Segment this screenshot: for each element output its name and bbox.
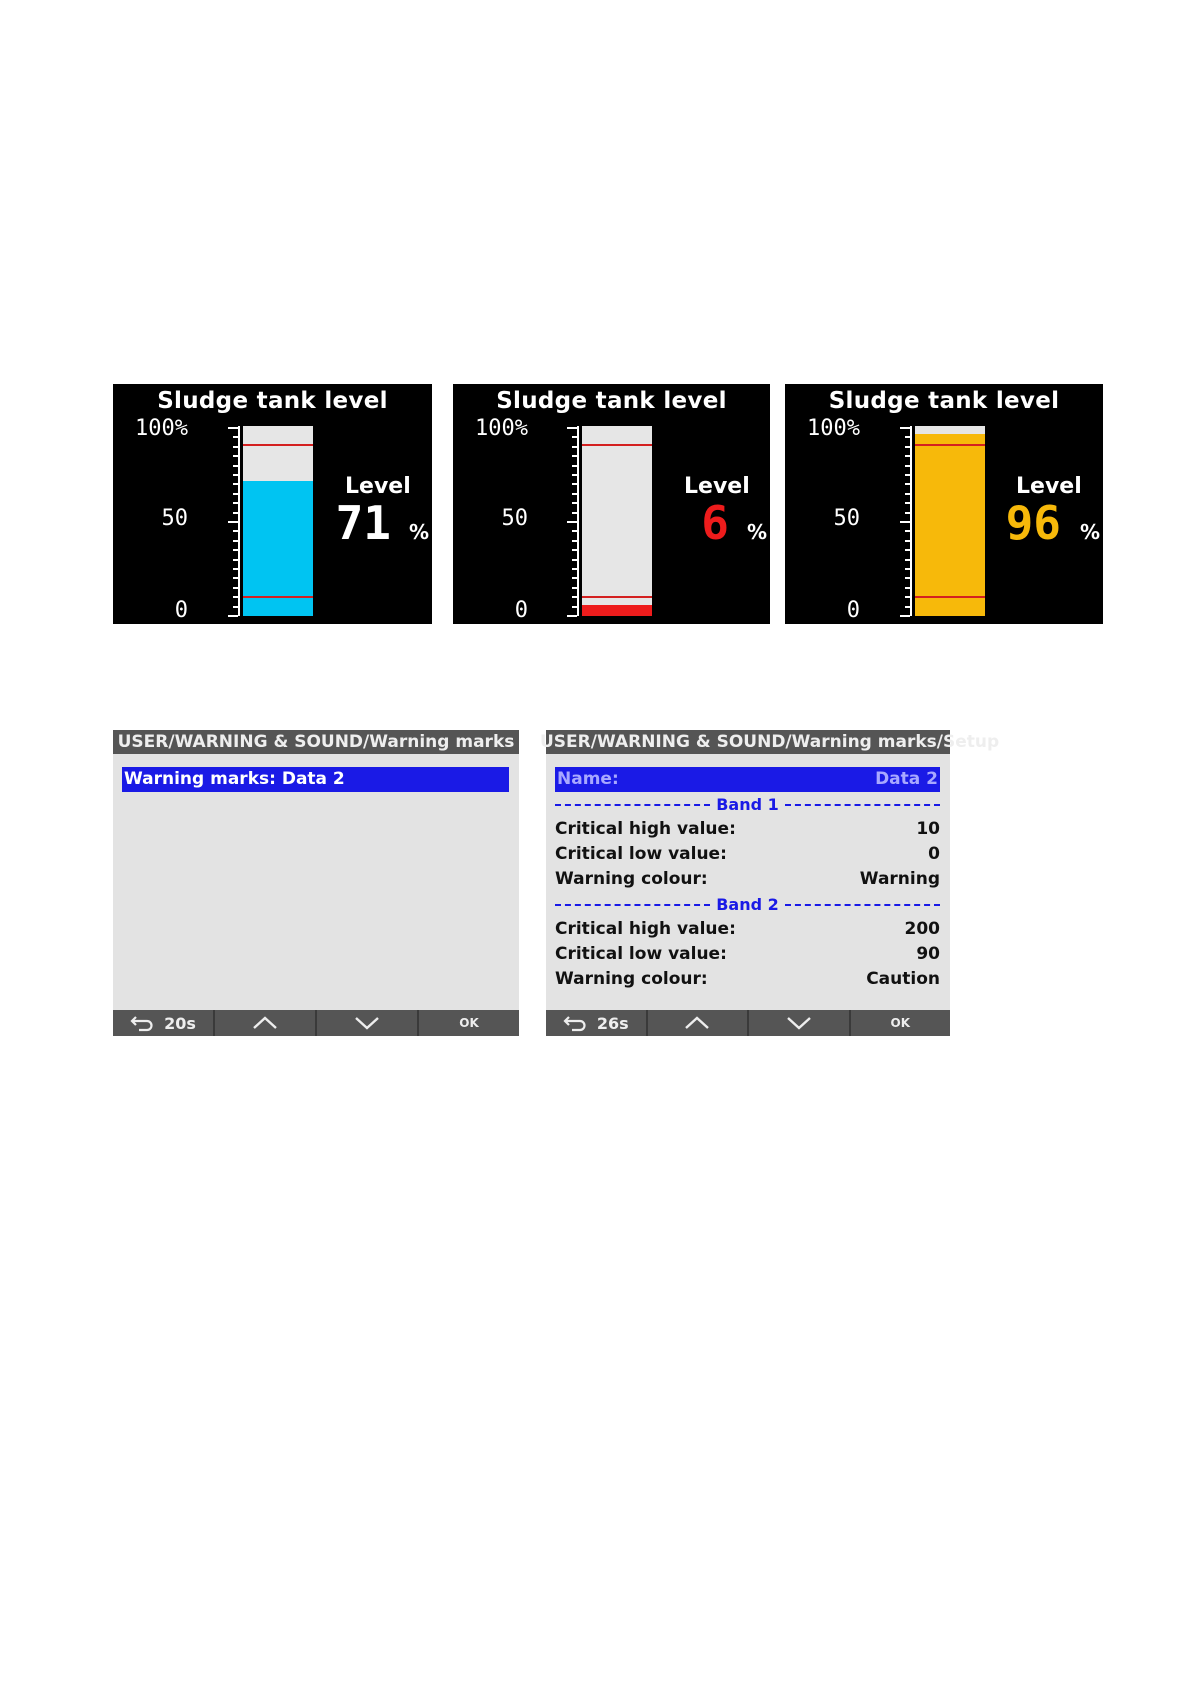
scale-tick bbox=[905, 493, 910, 495]
back-timer: 20s bbox=[164, 1013, 196, 1033]
scale-tick bbox=[233, 577, 238, 579]
level-caption: Level bbox=[1016, 474, 1082, 499]
scale-tick bbox=[233, 549, 238, 551]
band-1-critical-low-row[interactable] bbox=[555, 842, 940, 866]
scale-tick bbox=[233, 446, 238, 448]
scale-tick bbox=[228, 427, 238, 429]
level-value: 6 bbox=[701, 496, 729, 550]
scale-tick bbox=[905, 474, 910, 476]
ok-label: OK bbox=[890, 1016, 910, 1030]
scale-label-mid: 50 bbox=[161, 506, 188, 531]
scale-tick bbox=[905, 540, 910, 542]
scale-tick bbox=[233, 596, 238, 598]
gauge-title: Sludge tank level bbox=[496, 388, 727, 414]
scale-tick bbox=[572, 568, 577, 570]
back-arrow-icon bbox=[563, 1015, 589, 1031]
scale-label-top: 100% bbox=[807, 416, 860, 441]
warning-marks-setup-screen bbox=[540, 730, 1000, 1036]
scale-tick bbox=[905, 512, 910, 514]
softkey-bar bbox=[113, 1010, 519, 1036]
scale-tick bbox=[233, 502, 238, 504]
warning-mark-line bbox=[915, 596, 985, 598]
scale-tick bbox=[567, 521, 577, 523]
field-value: 200 bbox=[904, 919, 940, 939]
scale-label-bottom: 0 bbox=[846, 598, 860, 623]
scale-tick bbox=[905, 596, 910, 598]
scale-tick bbox=[905, 606, 910, 608]
scale-tick bbox=[905, 446, 910, 448]
level-value: 71 bbox=[335, 496, 391, 550]
scale-tick bbox=[572, 446, 577, 448]
scale-tick bbox=[233, 465, 238, 467]
scale-tick bbox=[233, 455, 238, 457]
name-row[interactable] bbox=[555, 767, 940, 792]
scale-tick bbox=[572, 512, 577, 514]
band-2-label: Band 2 bbox=[716, 895, 779, 914]
scale-label-top: 100% bbox=[135, 416, 188, 441]
band-2-separator bbox=[555, 894, 940, 916]
down-button[interactable] bbox=[749, 1010, 851, 1036]
chevron-up-icon bbox=[684, 1016, 710, 1030]
field-value: 90 bbox=[916, 944, 940, 964]
softkey-bar bbox=[546, 1010, 950, 1036]
scale-tick bbox=[572, 483, 577, 485]
scale-tick bbox=[233, 568, 238, 570]
scale-tick bbox=[900, 615, 910, 617]
gauge-panel-1 bbox=[113, 384, 432, 624]
chevron-down-icon bbox=[354, 1016, 380, 1030]
field-label: Warning colour: bbox=[555, 869, 708, 889]
screen-header bbox=[540, 730, 1000, 754]
scale-axis-line bbox=[238, 426, 240, 616]
field-value: 10 bbox=[916, 819, 940, 839]
scale-tick bbox=[233, 474, 238, 476]
scale-tick bbox=[572, 540, 577, 542]
scale-label-mid: 50 bbox=[501, 506, 528, 531]
scale-tick bbox=[905, 549, 910, 551]
name-label: Name: bbox=[557, 769, 619, 789]
ok-label: OK bbox=[459, 1016, 479, 1030]
scale-tick bbox=[572, 502, 577, 504]
scale-tick bbox=[905, 587, 910, 589]
scale-tick bbox=[905, 559, 910, 561]
scale-tick bbox=[905, 577, 910, 579]
ok-button[interactable] bbox=[419, 1010, 519, 1036]
level-unit: % bbox=[1080, 520, 1101, 544]
field-value: 0 bbox=[928, 844, 940, 864]
warning-mark-line bbox=[243, 444, 313, 446]
down-button[interactable] bbox=[317, 1010, 419, 1036]
scale-label-mid: 50 bbox=[833, 506, 860, 531]
scale-tick bbox=[233, 606, 238, 608]
breadcrumb: USER/WARNING & SOUND/Warning marks bbox=[117, 732, 515, 752]
band-2-critical-low-row[interactable] bbox=[555, 942, 940, 966]
scale-tick bbox=[900, 427, 910, 429]
scale-tick bbox=[233, 559, 238, 561]
scale-tick bbox=[233, 493, 238, 495]
scale-tick bbox=[900, 521, 910, 523]
breadcrumb: USER/WARNING & SOUND/Warning marks/Setup bbox=[540, 732, 1000, 752]
scale-tick bbox=[233, 540, 238, 542]
scale-axis-line bbox=[910, 426, 912, 616]
back-button[interactable] bbox=[113, 1010, 215, 1036]
scale-tick bbox=[905, 436, 910, 438]
band-1-critical-high-row[interactable] bbox=[555, 817, 940, 841]
scale-tick bbox=[233, 587, 238, 589]
tank-fill bbox=[582, 605, 652, 616]
field-label: Critical low value: bbox=[555, 844, 727, 864]
band-2-critical-high-row[interactable] bbox=[555, 917, 940, 941]
scale-tick bbox=[233, 436, 238, 438]
scale-tick bbox=[905, 502, 910, 504]
scale-tick bbox=[572, 493, 577, 495]
warning-mark-line bbox=[915, 444, 985, 446]
scale-tick bbox=[572, 587, 577, 589]
field-label: Critical high value: bbox=[555, 819, 736, 839]
field-value: Warning bbox=[859, 869, 940, 889]
screen-header bbox=[113, 730, 519, 754]
up-button[interactable] bbox=[648, 1010, 750, 1036]
scale-tick bbox=[572, 455, 577, 457]
back-timer: 26s bbox=[596, 1013, 629, 1033]
field-label: Critical high value: bbox=[555, 919, 736, 939]
up-button[interactable] bbox=[215, 1010, 317, 1036]
gauge-panel-2 bbox=[453, 384, 770, 624]
chevron-up-icon bbox=[252, 1016, 278, 1030]
scale-tick bbox=[905, 455, 910, 457]
warning-mark-line bbox=[243, 596, 313, 598]
scale-tick bbox=[572, 530, 577, 532]
scale-tick bbox=[572, 559, 577, 561]
field-label: Warning colour: bbox=[555, 969, 708, 989]
scale-tick bbox=[905, 483, 910, 485]
gauge-panel-3 bbox=[785, 384, 1103, 624]
band-1-label: Band 1 bbox=[716, 795, 779, 814]
ok-button[interactable] bbox=[851, 1010, 951, 1036]
chevron-down-icon bbox=[786, 1016, 812, 1030]
scale-tick bbox=[572, 549, 577, 551]
scale-axis-line bbox=[577, 426, 579, 616]
scale-tick bbox=[572, 606, 577, 608]
gauge-title: Sludge tank level bbox=[828, 388, 1060, 414]
scale-tick bbox=[572, 474, 577, 476]
scale-tick bbox=[228, 521, 238, 523]
scale-tick bbox=[572, 596, 577, 598]
scale-tick bbox=[905, 530, 910, 532]
scale-tick bbox=[228, 615, 238, 617]
level-unit: % bbox=[409, 520, 430, 544]
level-value: 96 bbox=[1005, 496, 1061, 550]
back-arrow-icon bbox=[130, 1015, 156, 1031]
scale-tick bbox=[567, 427, 577, 429]
band-1-warning-colour-row[interactable] bbox=[555, 867, 940, 891]
band-1-separator bbox=[555, 794, 940, 816]
scale-label-top: 100% bbox=[475, 416, 528, 441]
scale-tick bbox=[572, 465, 577, 467]
warning-mark-line bbox=[582, 596, 652, 598]
scale-tick bbox=[567, 615, 577, 617]
back-button[interactable] bbox=[546, 1010, 648, 1036]
scale-tick bbox=[572, 436, 577, 438]
name-value: Data 2 bbox=[875, 769, 938, 789]
warning-marks-list-screen bbox=[113, 730, 519, 1036]
level-caption: Level bbox=[684, 474, 750, 499]
scale-tick bbox=[233, 512, 238, 514]
warning-marks-list-item[interactable]: Warning marks: Data 2 bbox=[122, 767, 509, 792]
level-unit: % bbox=[747, 520, 768, 544]
scale-label-bottom: 0 bbox=[174, 598, 188, 623]
gauge-title: Sludge tank level bbox=[157, 388, 388, 414]
field-label: Critical low value: bbox=[555, 944, 727, 964]
field-value: Caution bbox=[866, 969, 940, 989]
warning-mark-line bbox=[582, 444, 652, 446]
band-2-warning-colour-row[interactable] bbox=[555, 967, 940, 991]
scale-label-bottom: 0 bbox=[514, 598, 528, 623]
scale-tick bbox=[233, 530, 238, 532]
level-caption: Level bbox=[345, 474, 411, 499]
scale-tick bbox=[572, 577, 577, 579]
scale-tick bbox=[233, 483, 238, 485]
scale-tick bbox=[905, 465, 910, 467]
scale-tick bbox=[905, 568, 910, 570]
